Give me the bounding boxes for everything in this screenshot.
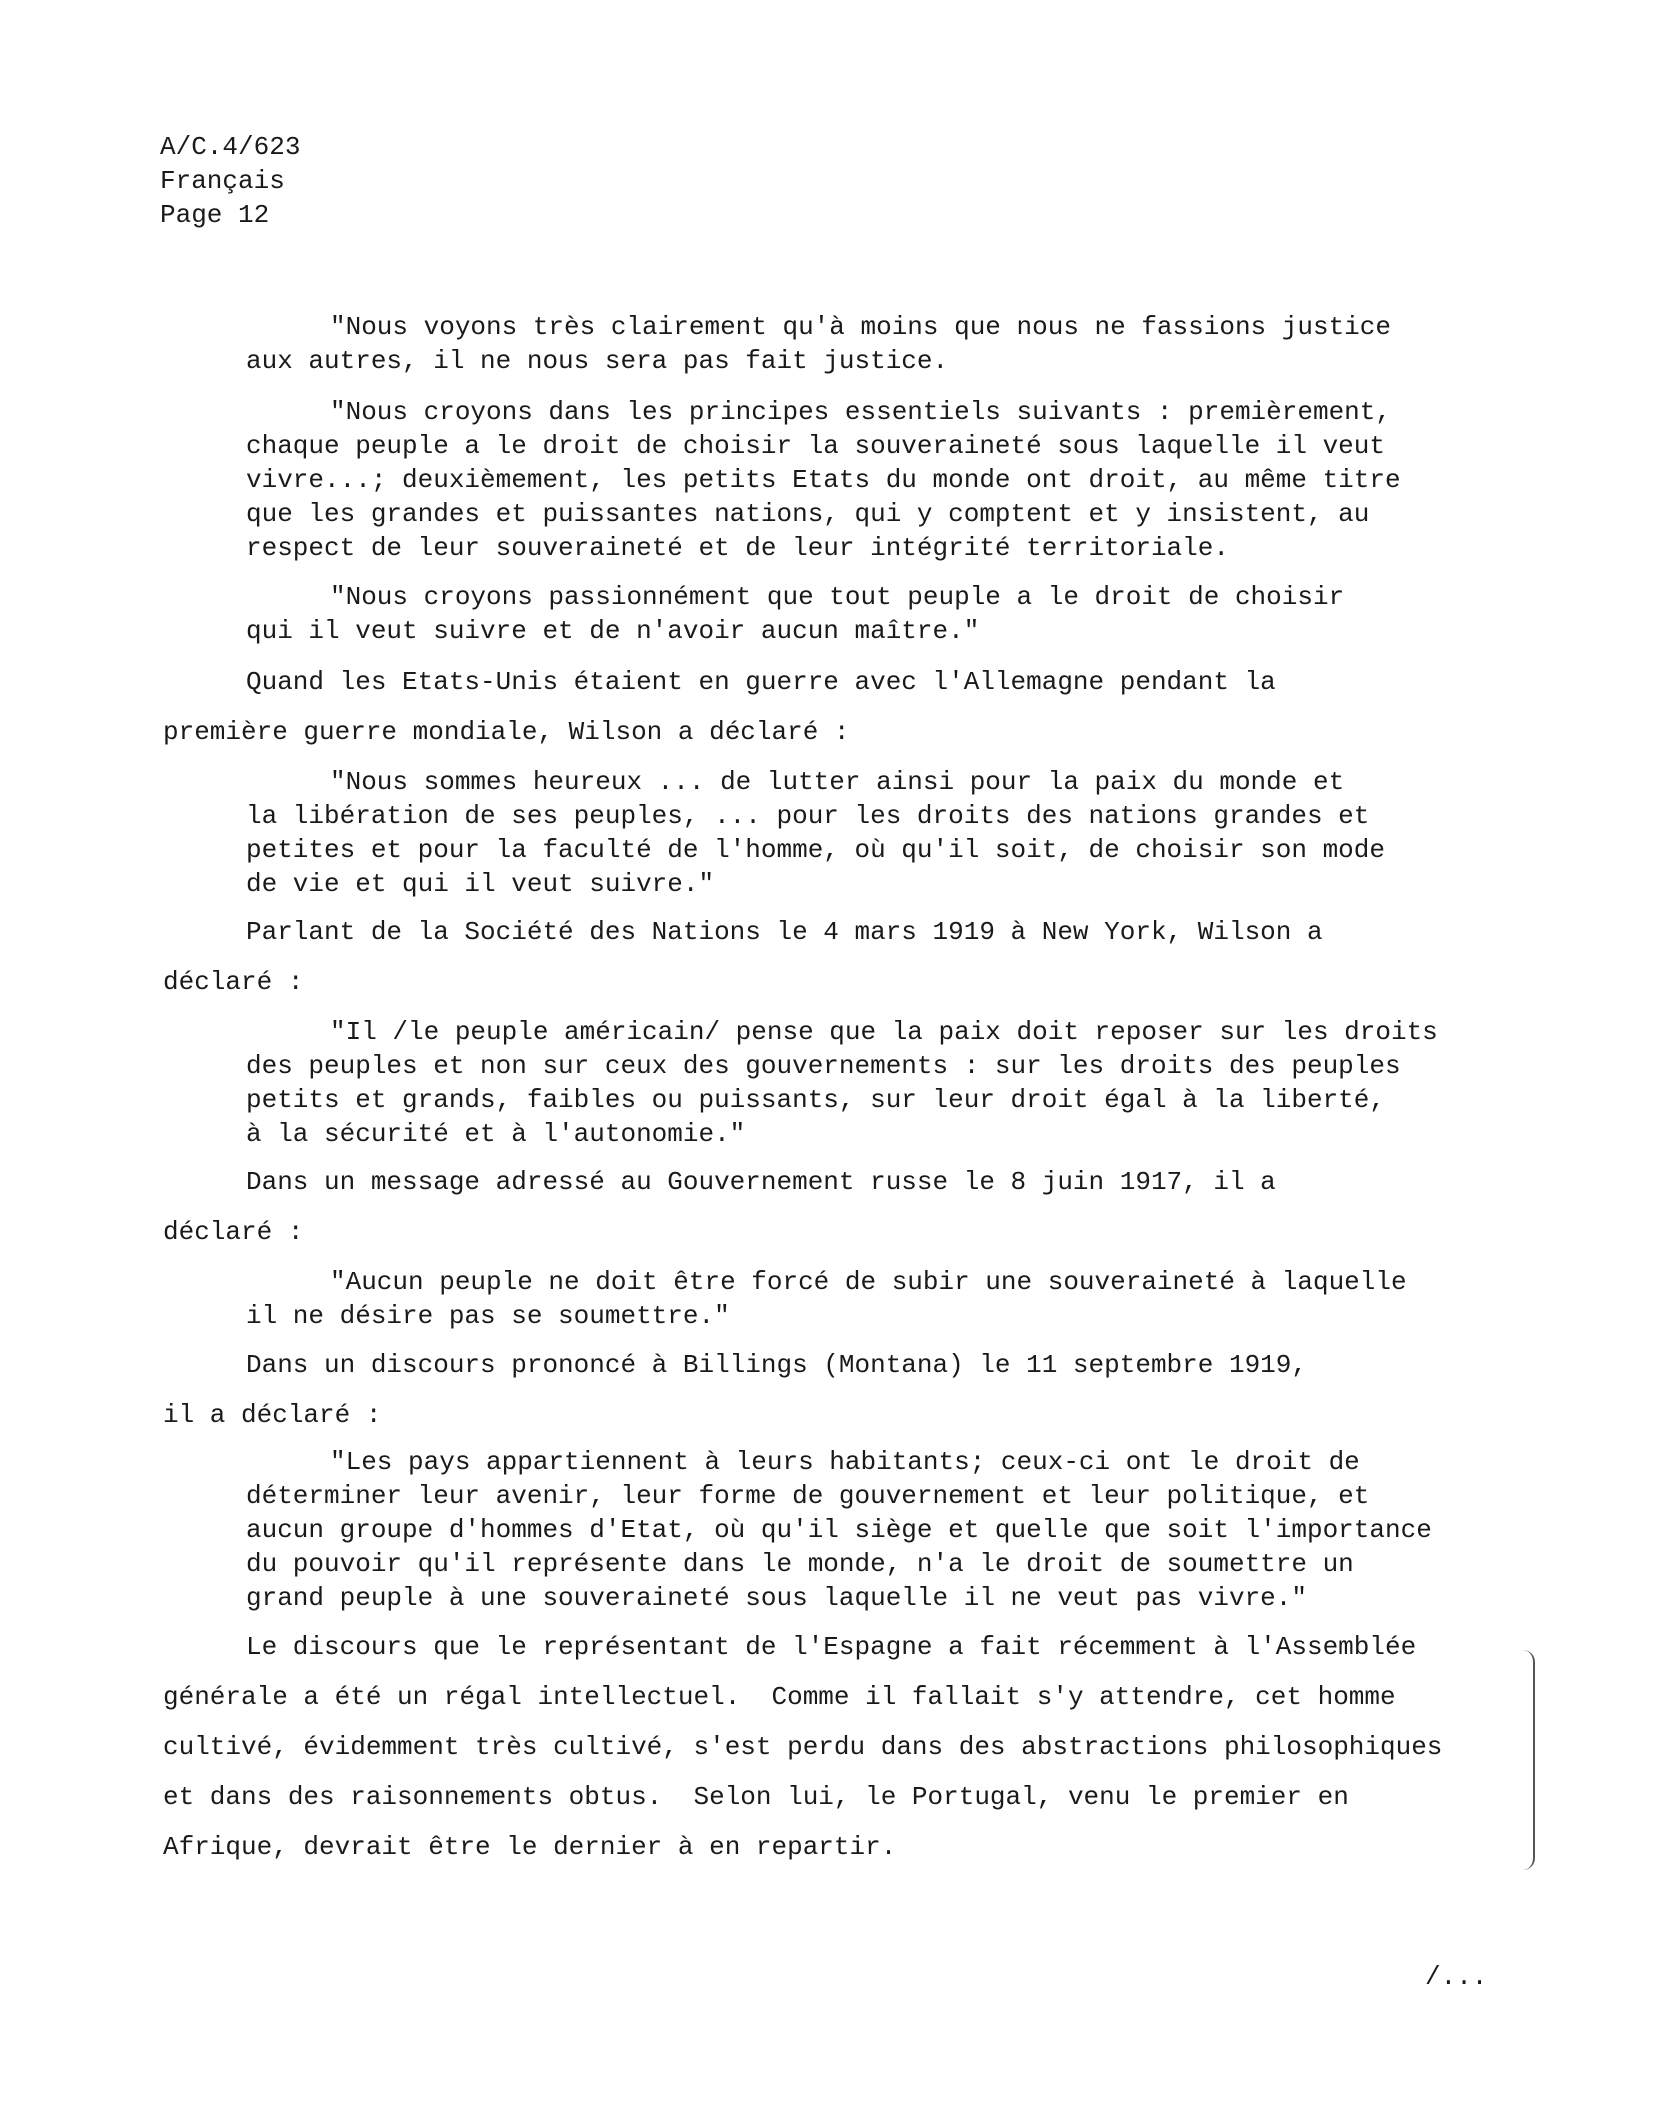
margin-brace-mark — [1515, 1650, 1535, 1870]
text-line: de vie et qui il veut suivre." — [246, 869, 715, 899]
text-line: des peuples et non sur ceux des gouvernements : sur les droits des peuples — [246, 1051, 1401, 1081]
text-line: "Nous sommes heureux ... de lutter ainsi pour la paix du monde et — [330, 767, 1345, 797]
text-line: petites et pour la faculté de l'homme, où qu'il soit, de choisir son mode — [246, 835, 1385, 865]
text-line: et dans des raisonnements obtus. Selon lui, le Portugal, venu le premier en — [163, 1782, 1349, 1812]
text-line: "Nous croyons passionnément que tout peuple a le droit de choisir — [330, 582, 1345, 612]
text-line: "Nous croyons dans les principes essentiels suivants : premièrement, — [330, 397, 1391, 427]
text-line: cultivé, évidemment très cultivé, s'est perdu dans des abstractions philosophiques — [163, 1732, 1443, 1762]
text-line: générale a été un régal intellectuel. Comme il fallait s'y attendre, cet homme — [163, 1682, 1396, 1712]
text-line: il ne désire pas se soumettre." — [246, 1301, 730, 1331]
text-line: chaque peuple a le droit de choisir la souveraineté sous laquelle il veut — [246, 431, 1385, 461]
text-line: Parlant de la Société des Nations le 4 mars 1919 à New York, Wilson a — [246, 917, 1323, 947]
text-line: Le discours que le représentant de l'Espagne a fait récemment à l'Assemblée — [246, 1632, 1417, 1662]
text-line: il a déclaré : — [163, 1400, 382, 1430]
text-line: que les grandes et puissantes nations, qui y comptent et y insistent, au — [246, 499, 1370, 529]
text-line: "Nous voyons très clairement qu'à moins que nous ne fassions justice — [330, 312, 1391, 342]
continuation-mark: /... — [1425, 1962, 1488, 1992]
text-line: vivre...; deuxièmement, les petits Etats du monde ont droit, au même titre — [246, 465, 1401, 495]
text-line: aux autres, il ne nous sera pas fait justice. — [246, 346, 949, 376]
text-line: déterminer leur avenir, leur forme de gouvernement et leur politique, et — [246, 1481, 1370, 1511]
text-line: "Les pays appartiennent à leurs habitants; ceux-ci ont le droit de — [330, 1447, 1360, 1477]
text-line: qui il veut suivre et de n'avoir aucun maître." — [246, 616, 980, 646]
text-line: à la sécurité et à l'autonomie." — [246, 1119, 746, 1149]
text-line: Quand les Etats-Unis étaient en guerre avec l'Allemagne pendant la — [246, 667, 1276, 697]
text-line: déclaré : — [163, 967, 304, 997]
text-line: la libération de ses peuples, ... pour les droits des nations grandes et — [246, 801, 1370, 831]
text-line: respect de leur souveraineté et de leur intégrité territoriale. — [246, 533, 1229, 563]
text-line: du pouvoir qu'il représente dans le monde, n'a le droit de soumettre un — [246, 1549, 1354, 1579]
text-line: Afrique, devrait être le dernier à en repartir. — [163, 1832, 897, 1862]
text-line: première guerre mondiale, Wilson a déclaré : — [163, 717, 850, 747]
text-line: Dans un discours prononcé à Billings (Montana) le 11 septembre 1919, — [246, 1350, 1307, 1380]
document-symbol: A/C.4/623 — [160, 132, 301, 162]
text-line: aucun groupe d'hommes d'Etat, où qu'il siège et quelle que soit l'importance — [246, 1515, 1432, 1545]
text-line: "Il /le peuple américain/ pense que la paix doit reposer sur les droits — [330, 1017, 1438, 1047]
text-line: grand peuple à une souveraineté sous laquelle il ne veut pas vivre." — [246, 1583, 1307, 1613]
text-line: Dans un message adressé au Gouvernement russe le 8 juin 1917, il a — [246, 1167, 1276, 1197]
text-line: "Aucun peuple ne doit être forcé de subir une souveraineté à laquelle — [330, 1267, 1407, 1297]
text-line: déclaré : — [163, 1217, 304, 1247]
page-number: Page 12 — [160, 200, 270, 230]
text-line: petits et grands, faibles ou puissants, sur leur droit égal à la liberté, — [246, 1085, 1385, 1115]
document-language: Français — [160, 166, 285, 196]
